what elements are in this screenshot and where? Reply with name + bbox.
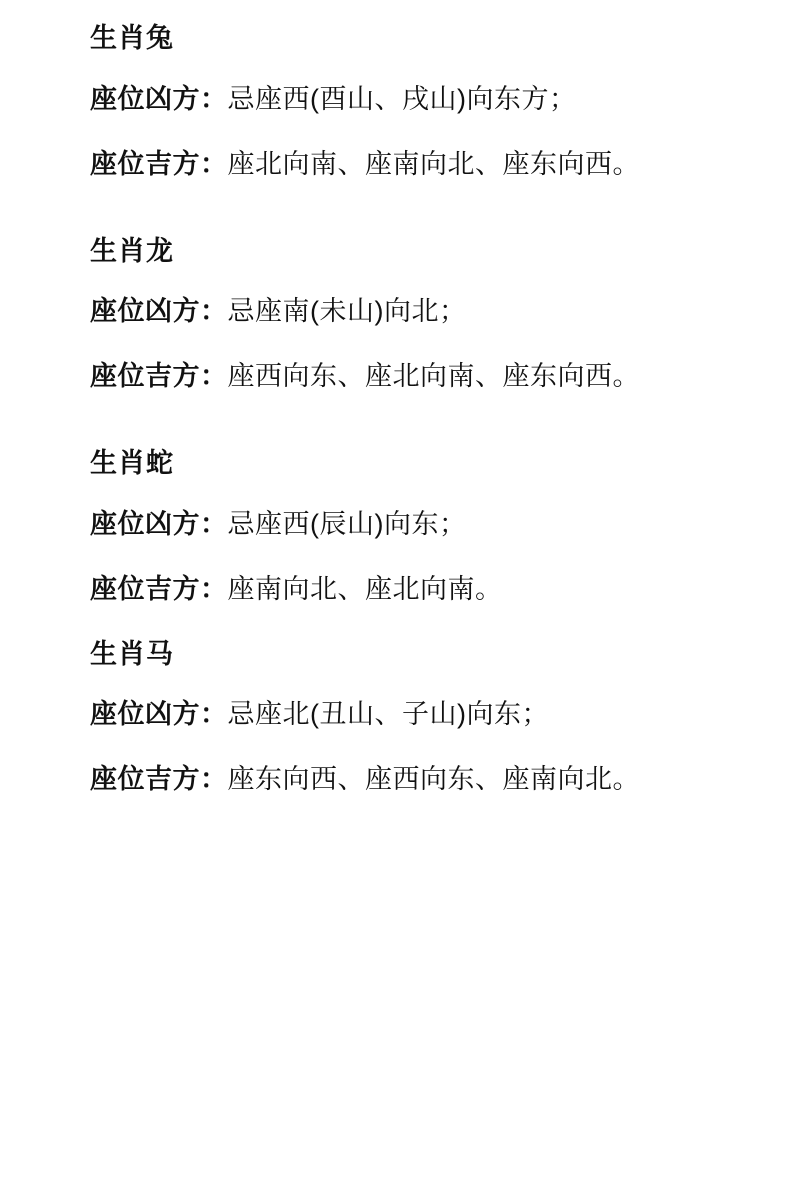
- line-value: 座西向东、座北向南、座东向西。: [227, 361, 640, 392]
- zodiac-section-dragon: [18, 231, 745, 398]
- line-label: 座位吉方：: [90, 764, 228, 795]
- zodiac-title: 生肖兔: [90, 23, 174, 53]
- zodiac-text-line: [18, 694, 745, 735]
- line-label: 座位吉方：: [90, 148, 228, 179]
- zodiac-text-line: [18, 356, 745, 397]
- line-label: 座位凶方：: [90, 296, 228, 327]
- zodiac-text-line: [18, 759, 745, 800]
- line-value: 忌座西(辰山)向东；: [227, 508, 467, 539]
- line-label: 座位凶方：: [90, 508, 228, 539]
- zodiac-text-line: [18, 569, 745, 610]
- line-value: 忌座西(酉山、戌山)向东方；: [227, 83, 577, 114]
- line-label: 座位凶方：: [90, 83, 228, 114]
- zodiac-section-horse: [18, 634, 745, 801]
- line-value: 忌座北(丑山、子山)向东；: [227, 699, 549, 730]
- line-value: 忌座南(未山)向北；: [227, 296, 467, 327]
- section-spacer: [18, 209, 745, 231]
- zodiac-text-line: [18, 291, 745, 332]
- line-label: 座位吉方：: [90, 573, 228, 604]
- line-label: 座位凶方：: [90, 699, 228, 730]
- section-spacer: [18, 421, 745, 443]
- line-value: 座东向西、座西向东、座南向北。: [227, 764, 640, 795]
- line-value: 座南向北、座北向南。: [227, 573, 503, 604]
- zodiac-text-line: [18, 504, 745, 545]
- zodiac-section-snake: [18, 443, 745, 610]
- zodiac-section-rabbit: [18, 18, 745, 185]
- zodiac-title: 生肖马: [90, 638, 174, 669]
- zodiac-title: 生肖蛇: [90, 448, 174, 479]
- line-value: 座北向南、座南向北、座东向西。: [227, 148, 640, 179]
- line-label: 座位吉方：: [90, 361, 228, 392]
- zodiac-title: 生肖龙: [90, 235, 174, 266]
- zodiac-text-line: [18, 144, 745, 185]
- zodiac-text-line: [18, 79, 745, 120]
